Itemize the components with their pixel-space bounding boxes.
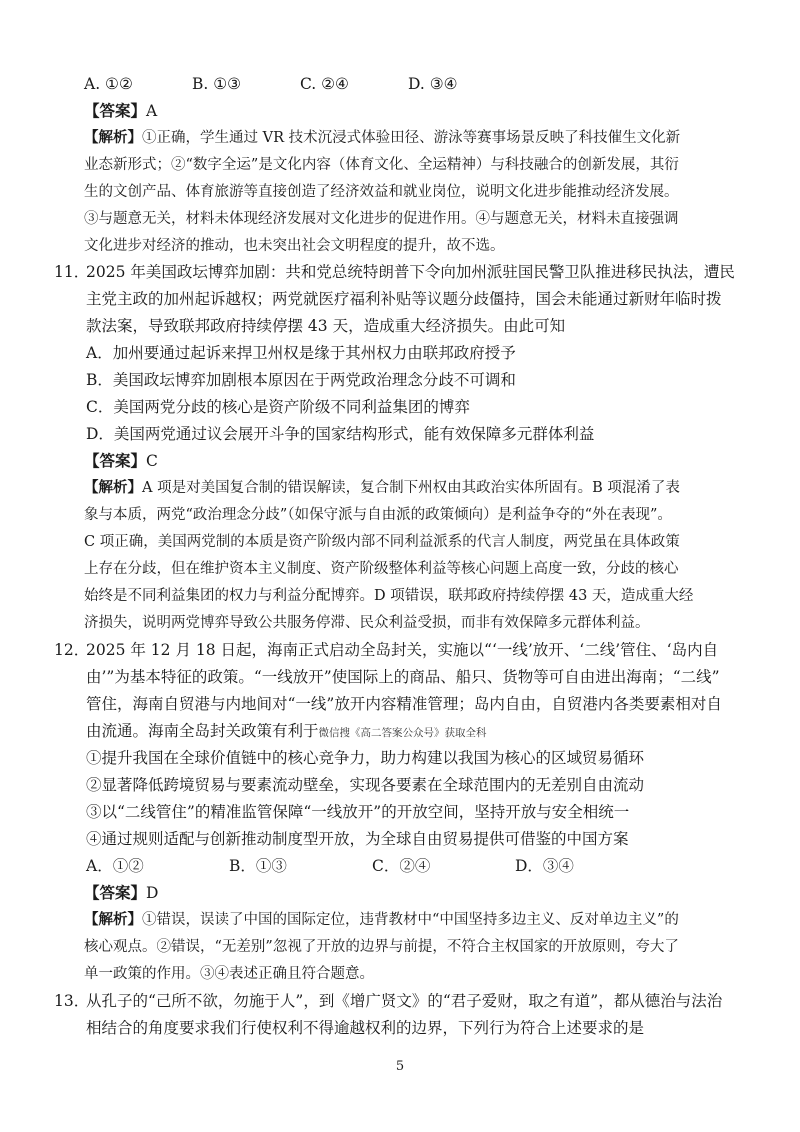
q11-stem-line: 2025 年美国政坛博弈加剧：共和党总统特朗普下令向加州派驻国民警卫队推进移民执法，遭民: [86, 263, 735, 281]
q12-option-b: B．①③: [229, 857, 287, 875]
q11-option-b: B．美国政坛博弈加剧根本原因在于两党政治理念分歧不可调和: [86, 371, 516, 389]
q11-option-d: D．美国两党通过议会展开斗争的国家结构形式，能有效保障多元群体利益: [86, 425, 595, 443]
watermark: 微信搜《高二答案公众号》获取全科: [318, 727, 487, 739]
q11-stem-line: 款法案，导致联邦政府持续停摆 43 天，造成重大经济损失。由此可知: [86, 317, 566, 335]
answer-value: A: [146, 102, 158, 120]
q12-option-d: D．③④: [515, 857, 574, 875]
q11-analysis-line: 象与本质，两党“政治理念分歧”（如保守派与自由派的政策倾向）是利益争夺的“外在表现”。: [84, 507, 672, 523]
stem-text: 由流通。海南全岛封关政策有利于: [86, 722, 319, 740]
q11-option-a: A．加州要通过起诉来捍卫州权是缘于其州权力由联邦政府授予: [86, 344, 516, 362]
q12-stem-line: 管住，海南自贸港与内地间对“一线”放开内容精准管理；岛内自由，自贸港内各类要素相对自: [86, 695, 722, 713]
q10-option-c: C. ②④: [300, 75, 349, 93]
q11-analysis-line: [84, 478, 680, 498]
q10-analysis-line: ③与题意无关，材料未体现经济发展对文化进步的促进作用。④与题意无关，材料未直接强调: [84, 211, 679, 227]
q11-stem-line: 主党主政的加州起诉越权；两党就医疗福利补贴等议题分歧僵持，国会未能通过新财年临时拨: [86, 290, 722, 308]
q12-statement: ①提升我国在全球价值链中的核心竞争力，助力构建以我国为核心的区域贸易循环: [86, 749, 645, 767]
answer-label: 【答案】: [84, 883, 147, 902]
answer-label: 【答案】: [84, 451, 147, 470]
q12-answer: [84, 883, 158, 903]
q12-analysis-line: [84, 910, 679, 930]
q10-analysis-line: 文化进步对经济的推动，也未突出社会文明程度的提升，故不选。: [84, 238, 505, 254]
analysis-label: 【解析】: [84, 911, 142, 928]
q13-stem-line: 相结合的角度要求我们行使权利不得逾越权利的边界，下列行为符合上述要求的是: [86, 1019, 645, 1037]
q12-option-c: C．②④: [372, 857, 431, 875]
q11-analysis-line: 上存在分歧，但在维护资本主义制度、资产阶级整体利益等核心问题上高度一致，分歧的核心: [84, 561, 679, 577]
q11-option-c: C．美国两党分歧的核心是资产阶级不同利益集团的博弈: [86, 398, 470, 416]
q10-option-b: B. ①③: [192, 75, 242, 93]
page-number: 5: [395, 1059, 405, 1074]
q12-number: 12．: [54, 641, 90, 659]
answer-label: 【答案】: [84, 101, 147, 120]
q10-answer: [84, 101, 157, 121]
q10-analysis-line: 生的文创产品、体育旅游等直接创造了经济效益和就业岗位，说明文化进步能推动经济发展。: [84, 184, 679, 200]
q12-statement: ②显著降低跨境贸易与要素流动壁垒，实现各要素在全球范围内的无差别自由流动: [86, 776, 645, 794]
answer-value: C: [146, 452, 158, 470]
q12-stem-line: 由’”为基本特征的政策。“一线放开”使国际上的商品、船只、货物等可自由进出海南；“二线”: [86, 668, 720, 686]
q12-statement: ④通过规则适配与创新推动制度型开放，为全球自由贸易提供可借鉴的中国方案: [86, 830, 629, 848]
q10-analysis-line: 业态新形式；②“数字全运”是文化内容（体育文化、全运精神）与科技融合的创新发展，其衍: [84, 157, 679, 173]
q10-option-a: A. ①②: [84, 75, 133, 93]
analysis-label: 【解析】: [84, 479, 142, 496]
q13-stem-line: 从孔子的“己所不欲，勿施于人”，到《增广贤文》的“君子爱财，取之有道”，都从德治与法治: [86, 992, 723, 1010]
analysis-text: ①正确，学生通过 VR 技术沉浸式体验田径、游泳等赛事场景反映了科技催生文化新: [142, 130, 681, 146]
q10-analysis-line: [84, 128, 680, 148]
q11-answer: [84, 451, 158, 471]
q13-number: 13．: [54, 992, 90, 1010]
q11-analysis-line: C 项正确，美国两党制的本质是资产阶级内部不同利益派系的代言人制度，两党虽在具体政策: [84, 534, 680, 550]
q10-option-d: D. ③④: [408, 75, 458, 93]
answer-value: D: [146, 884, 159, 902]
analysis-text: ①错误，误读了中国的国际定位，违背教材中“中国坚持多边主义、反对单边主义”的: [142, 912, 679, 928]
q11-number: 11．: [54, 263, 90, 281]
q12-statement: ③以“二线管住”的精准监管保障“一线放开”的开放空间，坚持开放与安全相统一: [86, 803, 630, 821]
q12-analysis-line: 核心观点。②错误，“无差别”忽视了开放的边界与前提，不符合主权国家的开放原则，夸大了: [84, 939, 679, 955]
analysis-label: 【解析】: [84, 129, 142, 146]
q11-analysis-line: 始终是不同利益集团的权力与利益分配博弈。D 项错误，联邦政府持续停摆 43 天，造成重大经: [84, 588, 694, 604]
analysis-text: A 项是对美国复合制的错误解读，复合制下州权由其政治实体所固有。B 项混淆了表: [142, 480, 680, 496]
q11-analysis-line: 济损失，说明两党博弈导致公共服务停滞、民众利益受损，而非有效保障多元群体利益。: [84, 615, 650, 631]
q12-stem-line: 2025 年 12 月 18 日起，海南正式启动全岛封关，实施以“‘一线’放开、‘二线’管住、‘岛内自: [86, 641, 719, 659]
q12-stem-line: [86, 721, 487, 743]
q12-option-a: A．①②: [86, 857, 144, 875]
q12-analysis-line: 单一政策的作用。③④表述正确且符合题意。: [84, 966, 374, 982]
